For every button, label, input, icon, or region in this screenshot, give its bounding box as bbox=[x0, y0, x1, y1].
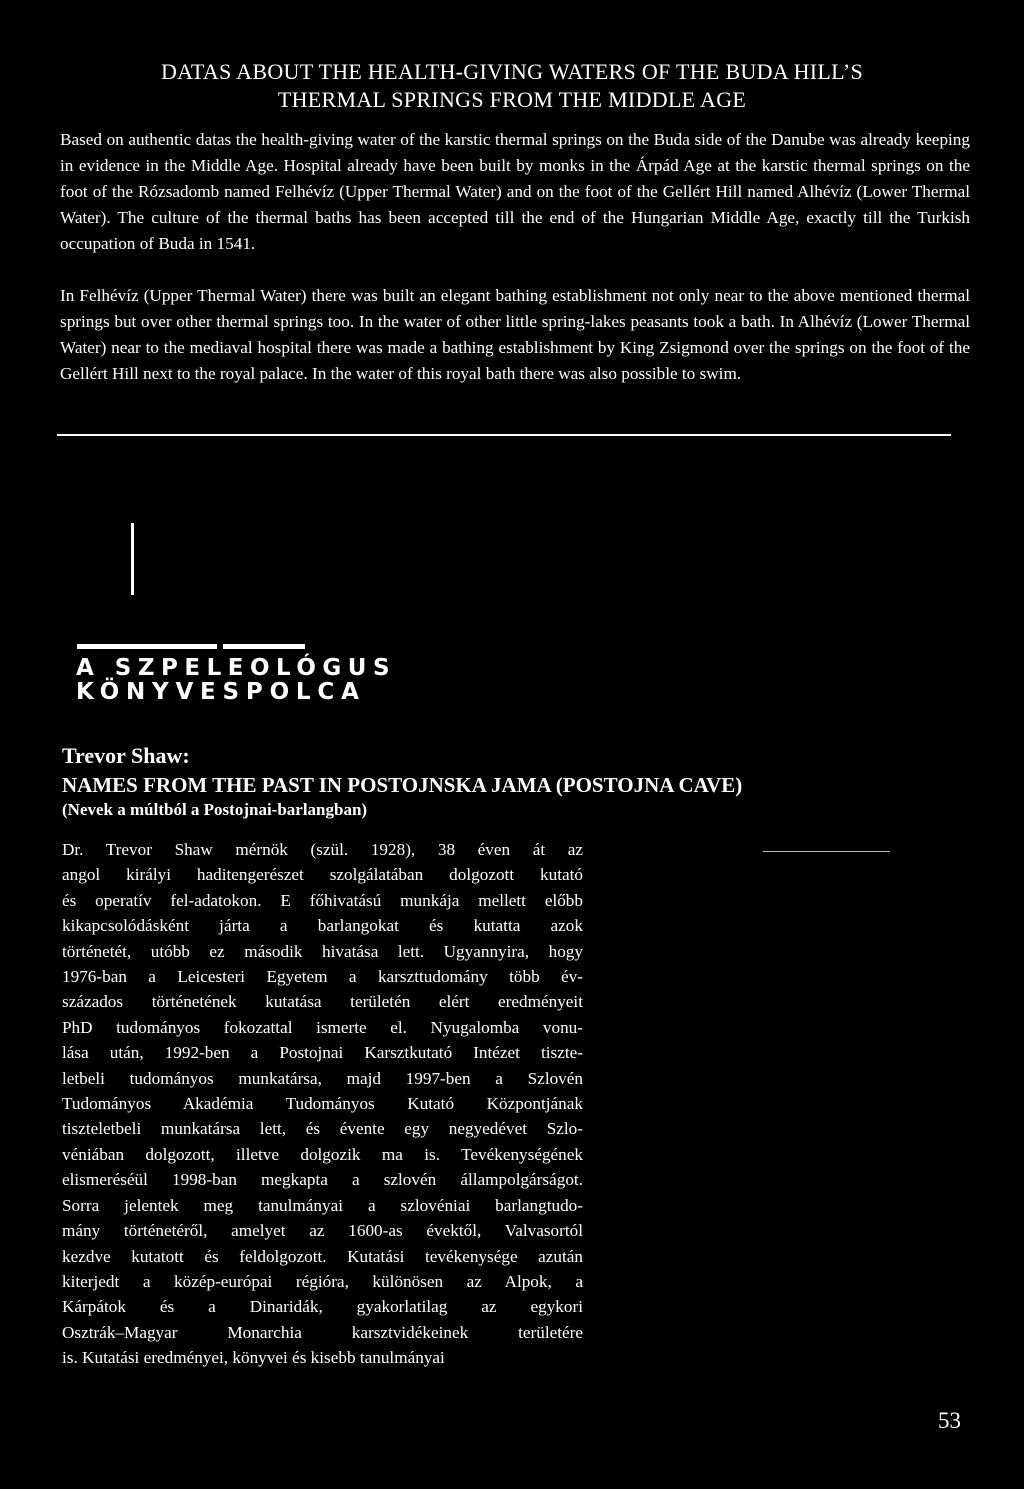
review-line: és operatív fel-adatokon. E főhivatású munkája mellett előbb bbox=[62, 890, 583, 910]
article-title bbox=[60, 58, 964, 114]
column-logo-line-1: A SZPELEOLÓGUS bbox=[76, 655, 397, 681]
article-paragraph-2: In Felhévíz (Upper Thermal Water) there was built an elegant bathing establishment not only near to the above mentioned thermal springs but over other thermal springs too. In the water of other little spring-lakes peasants took a bath. In Alhévíz (Lower Thermal Water) near to the mediaval hospital there was made a bathing establishment by King Zsigmond over the springs on the foot of the Gellért Hill next to the royal palace. In the water of this royal bath there was also possible to swim. bbox=[60, 286, 970, 383]
column-logo-line-2: KÖNYVESPOLCA bbox=[76, 679, 366, 705]
review-line: véniában dolgozott, illetve dolgozik ma is. Tevékenységének bbox=[62, 1144, 583, 1164]
review-line: elismeréséül 1998-ban megkapta a szlovén állampolgárságot. bbox=[62, 1170, 583, 1190]
review-line: mány történetéről, amelyet az 1600-as évektől, Valvasortól bbox=[62, 1221, 583, 1241]
logo-bar-right bbox=[223, 644, 305, 649]
review-line: Osztrák–Magyar Monarchia karsztvidékeinek területére bbox=[62, 1322, 583, 1342]
review-line: is. Kutatási eredményei, könyvei és kisebb tanulmányai bbox=[62, 1348, 445, 1368]
small-divider bbox=[763, 851, 890, 852]
review-line: Dr. Trevor Shaw mérnök (szül. 1928), 38 éven át az bbox=[62, 840, 583, 859]
review-subtitle: (Nevek a múltból a Postojnai-barlangban) bbox=[62, 800, 368, 819]
page-number: 53 bbox=[938, 1408, 961, 1433]
article-title-line-2: THERMAL SPRINGS FROM THE MIDDLE AGE bbox=[277, 87, 747, 112]
review-line: lása után, 1992-ben a Postojnai Karsztkutató Intézet tiszte- bbox=[62, 1043, 583, 1063]
review-line: angol királyi haditengerészet szolgálatában dolgozott kutató bbox=[62, 865, 583, 885]
section-divider bbox=[57, 434, 951, 436]
review-line: történetét, utóbb ez második hivatása lett. Ugyannyira, hogy bbox=[62, 941, 583, 961]
review-body bbox=[62, 837, 583, 1371]
review-line: Sorra jelentek meg tanulmányai a szlovéniai barlangtudo- bbox=[62, 1195, 583, 1215]
review-line: kikapcsolódásként járta a barlangokat és kutatta azok bbox=[62, 916, 583, 936]
review-line: tiszteletbeli munkatársa lett, és évente egy negyedévet Szlo- bbox=[62, 1119, 583, 1139]
review-author: Trevor Shaw: bbox=[62, 743, 190, 768]
decorative-vertical-bar bbox=[131, 523, 134, 595]
review-line: Tudományos Akadémia Tudományos Kutató Központjának bbox=[62, 1094, 583, 1114]
review-line: letbeli tudományos munkatársa, majd 1997-ben a Szlovén bbox=[62, 1068, 583, 1088]
review-line: 1976-ban a Leicesteri Egyetem a karszttudomány több év- bbox=[62, 967, 583, 987]
review-line: százados történetének kutatása területén elért eredményeit bbox=[62, 992, 583, 1012]
review-line: kiterjedt a közép-európai régióra, különösen az Alpok, a bbox=[62, 1271, 583, 1291]
review-line: kezdve kutatott és feldolgozott. Kutatási tevékenysége azután bbox=[62, 1246, 583, 1266]
review-title: NAMES FROM THE PAST IN POSTOJNSKA JAMA (POSTOJNA CAVE) bbox=[62, 773, 743, 797]
logo-bar-left bbox=[77, 644, 217, 649]
review-line: Kárpátok és a Dinaridák, gyakorlatilag az egykori bbox=[62, 1297, 583, 1317]
article-paragraph-1: Based on authentic datas the health-giving water of the karstic thermal springs on the Buda side of the Danube was already keeping in evidence in the Middle Age. Hospital already have been built by monks in the Árpád Age at the karstic thermal springs on the foot of the Rózsadomb named Felhévíz (Upper Thermal Water) and on the foot of the Gellért Hill named Alhévíz (Lower Thermal Water). The culture of the thermal baths has been accepted till the end of the Hungarian Middle Age, exactly till the Turkish occupation of Buda in 1541. bbox=[60, 130, 970, 253]
review-line: PhD tudományos fokozattal ismerte el. Nyugalomba vonu- bbox=[62, 1017, 583, 1037]
article-title-line-1: DATAS ABOUT THE HEALTH-GIVING WATERS OF THE BUDA HILL’S bbox=[160, 59, 864, 84]
